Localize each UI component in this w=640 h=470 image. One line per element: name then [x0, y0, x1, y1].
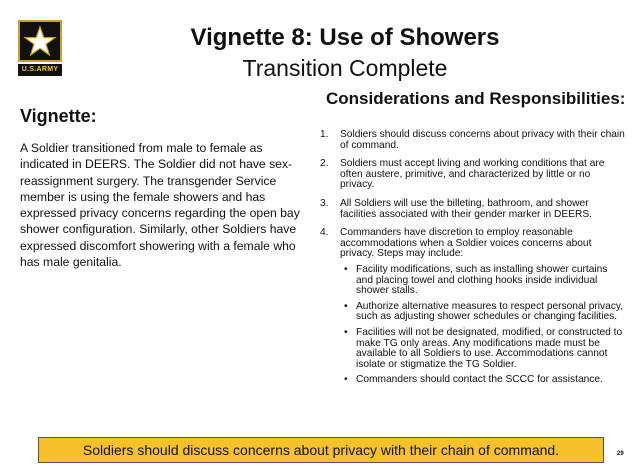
page-subtitle: Transition Complete [242, 55, 448, 81]
page-number: 29 [617, 451, 624, 457]
bullet-icon: • [344, 300, 348, 312]
item-text: Soldiers must accept living and working conditions that are often austere, primitive, and characterized by little or no privacy. [340, 158, 605, 191]
bullet-text: Facilities will not be designated, modified, or constructed to make TG only areas. Any modifications made must be available to all Soldiers to use. Accommodations cannot isolate or stigmatize the TG Soldier. [356, 326, 623, 370]
steps-list [340, 265, 626, 386]
bullet-text: Commanders should contact the SCCC for assistance. [356, 374, 603, 386]
considerations-heading: Considerations and Responsibilities: [326, 89, 626, 108]
item-number: 1. [320, 129, 329, 140]
star-icon [18, 20, 62, 62]
key-message-banner: Soldiers should discuss concerns about privacy with their chain of command. [38, 437, 604, 463]
item-text: Commanders have discretion to employ reasonable accommodations when a Soldier voices concerns about privacy. Steps may include: [340, 227, 592, 260]
item-number: 3. [320, 197, 329, 209]
bullet-item [340, 375, 626, 386]
bullet-text: Authorize alternative measures to respect personal privacy, such as adjusting shower schedules or changing facilities. [356, 300, 624, 323]
list-item [316, 130, 626, 151]
item-number: 4. [320, 227, 329, 239]
list-item [316, 159, 626, 191]
bullet-item [340, 265, 626, 297]
item-text: Soldiers should discuss concerns about privacy with their chain of command. [340, 129, 625, 151]
army-wordmark: U.S.ARMY [18, 64, 62, 76]
list-item [316, 199, 626, 220]
list-item [316, 228, 626, 386]
bullet-item [340, 328, 626, 370]
item-number: 2. [320, 158, 329, 170]
bullet-text: Facility modifications, such as installing shower curtains and placing towel and clothing hooks inside individual shower stalls. [356, 263, 608, 297]
army-logo [18, 20, 62, 76]
vignette-heading: Vignette: [20, 106, 97, 126]
bullet-icon: • [344, 263, 348, 275]
vignette-body: A Soldier transitioned from male to female as indicated in DEERS. The Soldier did not have sex-reassignment surgery. The transgender Service member is using the female showers and has expressed privacy concerns regarding the open bay shower configuration. Similarly, other Soldiers have expressed discomfort showering with a female who has male genitalia. [20, 141, 300, 270]
bullet-item [340, 302, 626, 323]
page-title: Vignette 8: Use of Showers [190, 24, 500, 51]
bullet-icon: • [344, 374, 348, 386]
considerations-list [316, 130, 626, 394]
bullet-icon: • [344, 326, 348, 338]
item-text: All Soldiers will use the billeting, bathroom, and shower facilities associated with their gender marker in DEERS. [340, 197, 592, 220]
